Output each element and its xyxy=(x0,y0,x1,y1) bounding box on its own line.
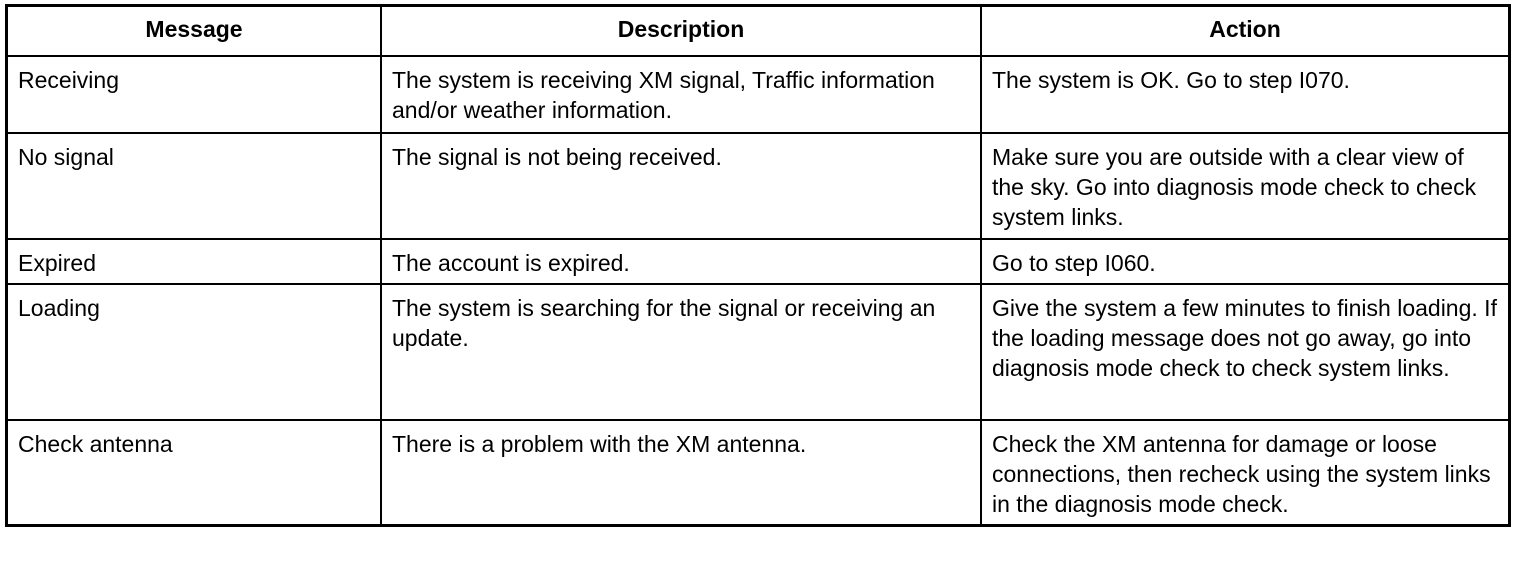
message-cell: Check antenna xyxy=(7,420,381,525)
action-cell: The system is OK. Go to step I070. xyxy=(981,56,1509,133)
table-row xyxy=(7,56,1509,133)
table-row xyxy=(7,420,1509,525)
table-row xyxy=(7,239,1509,284)
header-message: Message xyxy=(7,6,381,56)
header-action: Action xyxy=(981,6,1509,56)
header-description: Description xyxy=(381,6,981,56)
description-cell: The signal is not being received. xyxy=(381,133,981,239)
table-header-row xyxy=(7,6,1509,56)
description-cell: The system is searching for the signal or receiving an update. xyxy=(381,284,981,420)
description-cell: The account is expired. xyxy=(381,239,981,284)
action-cell: Make sure you are outside with a clear view of the sky. Go into diagnosis mode check to check system links. xyxy=(981,133,1509,239)
message-cell: Loading xyxy=(7,284,381,420)
action-cell: Go to step I060. xyxy=(981,239,1509,284)
message-cell: Receiving xyxy=(7,56,381,133)
table-row xyxy=(7,133,1509,239)
action-cell: Check the XM antenna for damage or loose connections, then recheck using the system links in the diagnosis mode check. xyxy=(981,420,1509,525)
message-cell: Expired xyxy=(7,239,381,284)
xm-status-message-table xyxy=(6,5,1510,526)
description-cell: The system is receiving XM signal, Traffic information and/or weather information. xyxy=(381,56,981,133)
description-cell: There is a problem with the XM antenna. xyxy=(381,420,981,525)
action-cell: Give the system a few minutes to finish loading. If the loading message does not go away, go into diagnosis mode check to check system links. xyxy=(981,284,1509,420)
table-row xyxy=(7,284,1509,420)
message-cell: No signal xyxy=(7,133,381,239)
